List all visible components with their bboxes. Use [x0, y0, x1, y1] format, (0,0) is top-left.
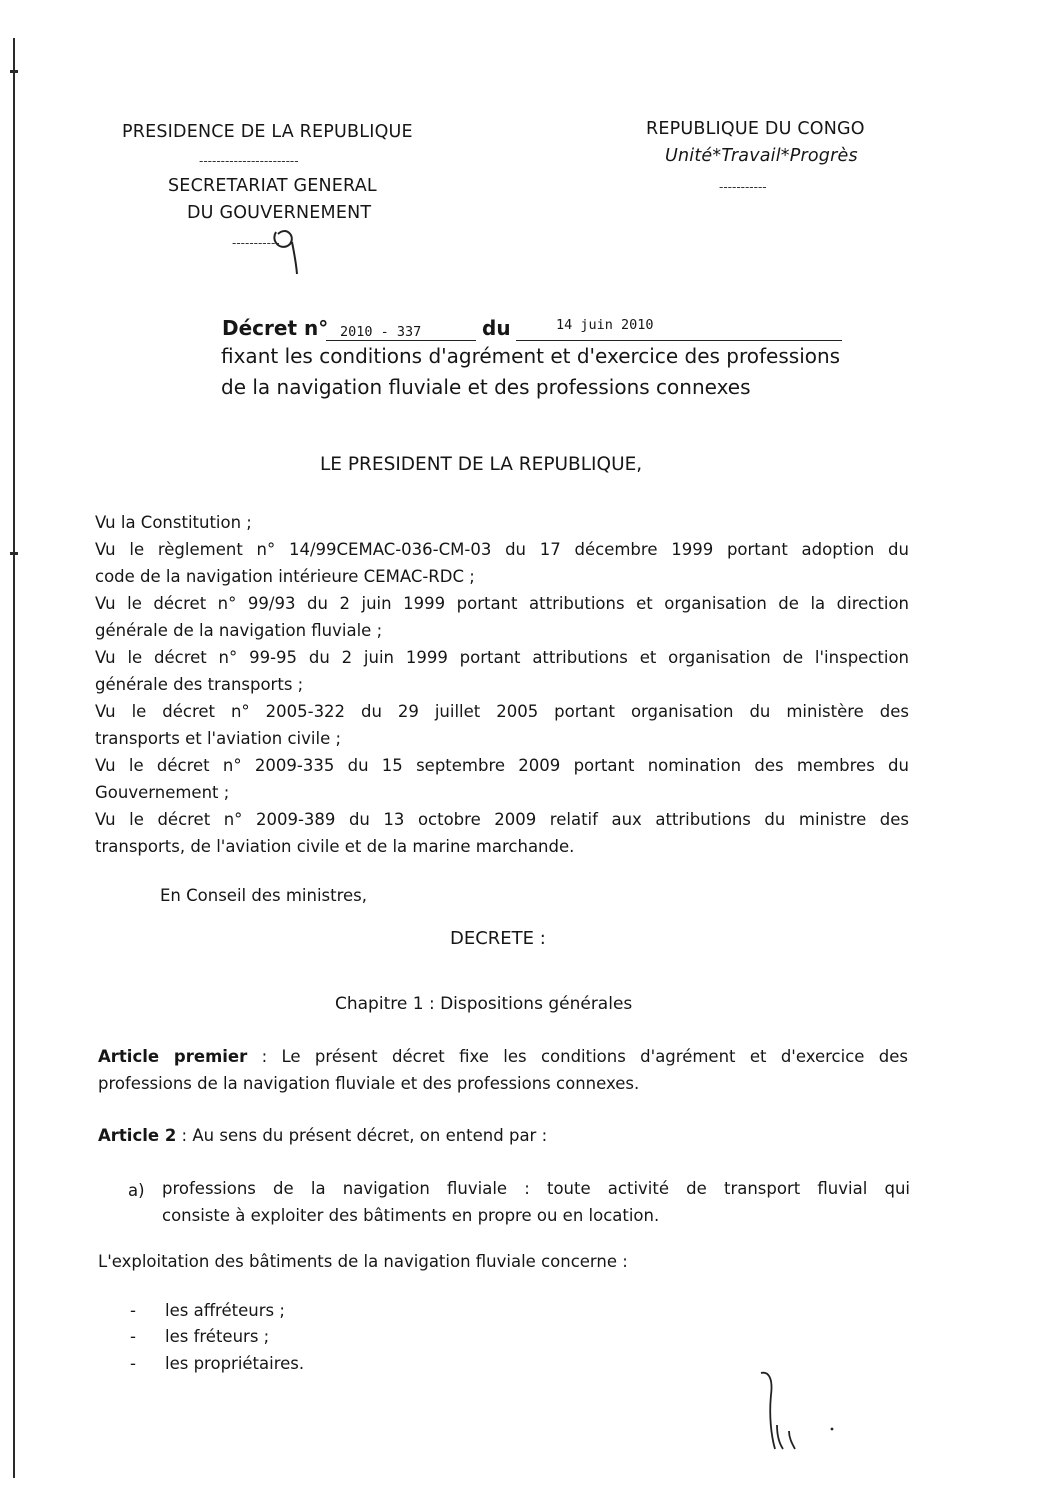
- chapter-heading: Chapitre 1 : Dispositions générales: [335, 994, 633, 1014]
- item-a-line: consiste à exploiter des bâtiments en propre ou en location.: [162, 1206, 660, 1225]
- decree-title-line: fixant les conditions d'agrément et d'exercice des professions: [221, 344, 841, 368]
- list-dash: -: [130, 1301, 136, 1320]
- visa-line: transports, de l'aviation civile et de la marine marchande.: [95, 837, 575, 856]
- article-premier-line: professions de la navigation fluviale et des professions connexes.: [98, 1074, 640, 1093]
- item-a-line: professions de la navigation fluviale : toute activité de transport fluvial qui: [162, 1179, 910, 1198]
- visa-line: Vu le décret n° 99-95 du 2 juin 1999 portant attributions et organisation de l'inspection: [95, 648, 909, 667]
- list-item: les affréteurs ;: [165, 1301, 285, 1320]
- header-presidence: PRESIDENCE DE LA REPUBLIQUE: [122, 122, 413, 142]
- visa-line: Vu le règlement n° 14/99CEMAC-036-CM-03 du 17 décembre 1999 portant adoption du: [95, 540, 909, 559]
- list-dash: -: [130, 1354, 136, 1373]
- visa-line: Vu le décret n° 99/93 du 2 juin 1999 portant attributions et organisation de la direction: [95, 594, 909, 613]
- header-separator: -----------------------: [199, 154, 299, 168]
- article-2-label: Article 2: [98, 1126, 177, 1145]
- header-republique: REPUBLIQUE DU CONGO: [646, 119, 865, 139]
- article-2-text: : Au sens du présent décret, on entend par :: [176, 1126, 548, 1145]
- visa-line: Vu le décret n° 2005-322 du 29 juillet 2005 portant organisation du ministère des: [95, 702, 909, 721]
- decree-date: 14 juin 2010: [556, 317, 654, 333]
- visa-line: générale des transports ;: [95, 675, 304, 694]
- visa-line: Vu le décret n° 2009-389 du 13 octobre 2009 relatif aux attributions du ministre des: [95, 810, 909, 829]
- article-premier-line: [98, 1043, 908, 1070]
- handwritten-initial-mark: [262, 212, 312, 276]
- article-premier-text: : Le présent décret fixe les conditions d'agrément et d'exercice des: [247, 1047, 908, 1066]
- list-dash: -: [130, 1327, 136, 1346]
- handwritten-paraph: [755, 1365, 845, 1455]
- scan-mark: [10, 70, 18, 73]
- header-motto: Unité*Travail*Progrès: [665, 146, 858, 166]
- decree-du: du: [482, 316, 511, 340]
- visa-line: générale de la navigation fluviale ;: [95, 621, 383, 640]
- decrete-heading: DECRETE :: [450, 928, 546, 949]
- decree-prefix: Décret n°: [222, 316, 329, 340]
- visa-line: code de la navigation intérieure CEMAC-RDC ;: [95, 567, 475, 586]
- council-line: En Conseil des ministres,: [160, 886, 368, 905]
- list-item: les fréteurs ;: [165, 1327, 270, 1346]
- header-separator: -----------: [719, 180, 767, 194]
- decree-number: 2010 - 337: [340, 324, 422, 340]
- visa-line: Gouvernement ;: [95, 783, 230, 802]
- exploitation-intro: L'exploitation des bâtiments de la navigation fluviale concerne :: [98, 1252, 628, 1271]
- header-separator: -----------: [232, 236, 280, 250]
- visa-line: Vu la Constitution ;: [95, 513, 252, 532]
- header-secretariat: SECRETARIAT GENERAL: [168, 176, 377, 196]
- visa-line: transports et l'aviation civile ;: [95, 729, 342, 748]
- decree-title-line: de la navigation fluviale et des professions connexes: [221, 375, 751, 399]
- president-heading: LE PRESIDENT DE LA REPUBLIQUE,: [320, 454, 643, 475]
- visa-line: Vu le décret n° 2009-335 du 15 septembre 2009 portant nomination des membres du: [95, 756, 909, 775]
- header-gouvernement: DU GOUVERNEMENT: [187, 203, 372, 223]
- article-2-line: [98, 1122, 547, 1149]
- scan-mark: [10, 552, 18, 555]
- article-premier-label: Article premier: [98, 1047, 248, 1066]
- item-marker: a): [128, 1181, 145, 1200]
- scan-border-line: [13, 38, 15, 1478]
- list-item: les propriétaires.: [165, 1354, 305, 1373]
